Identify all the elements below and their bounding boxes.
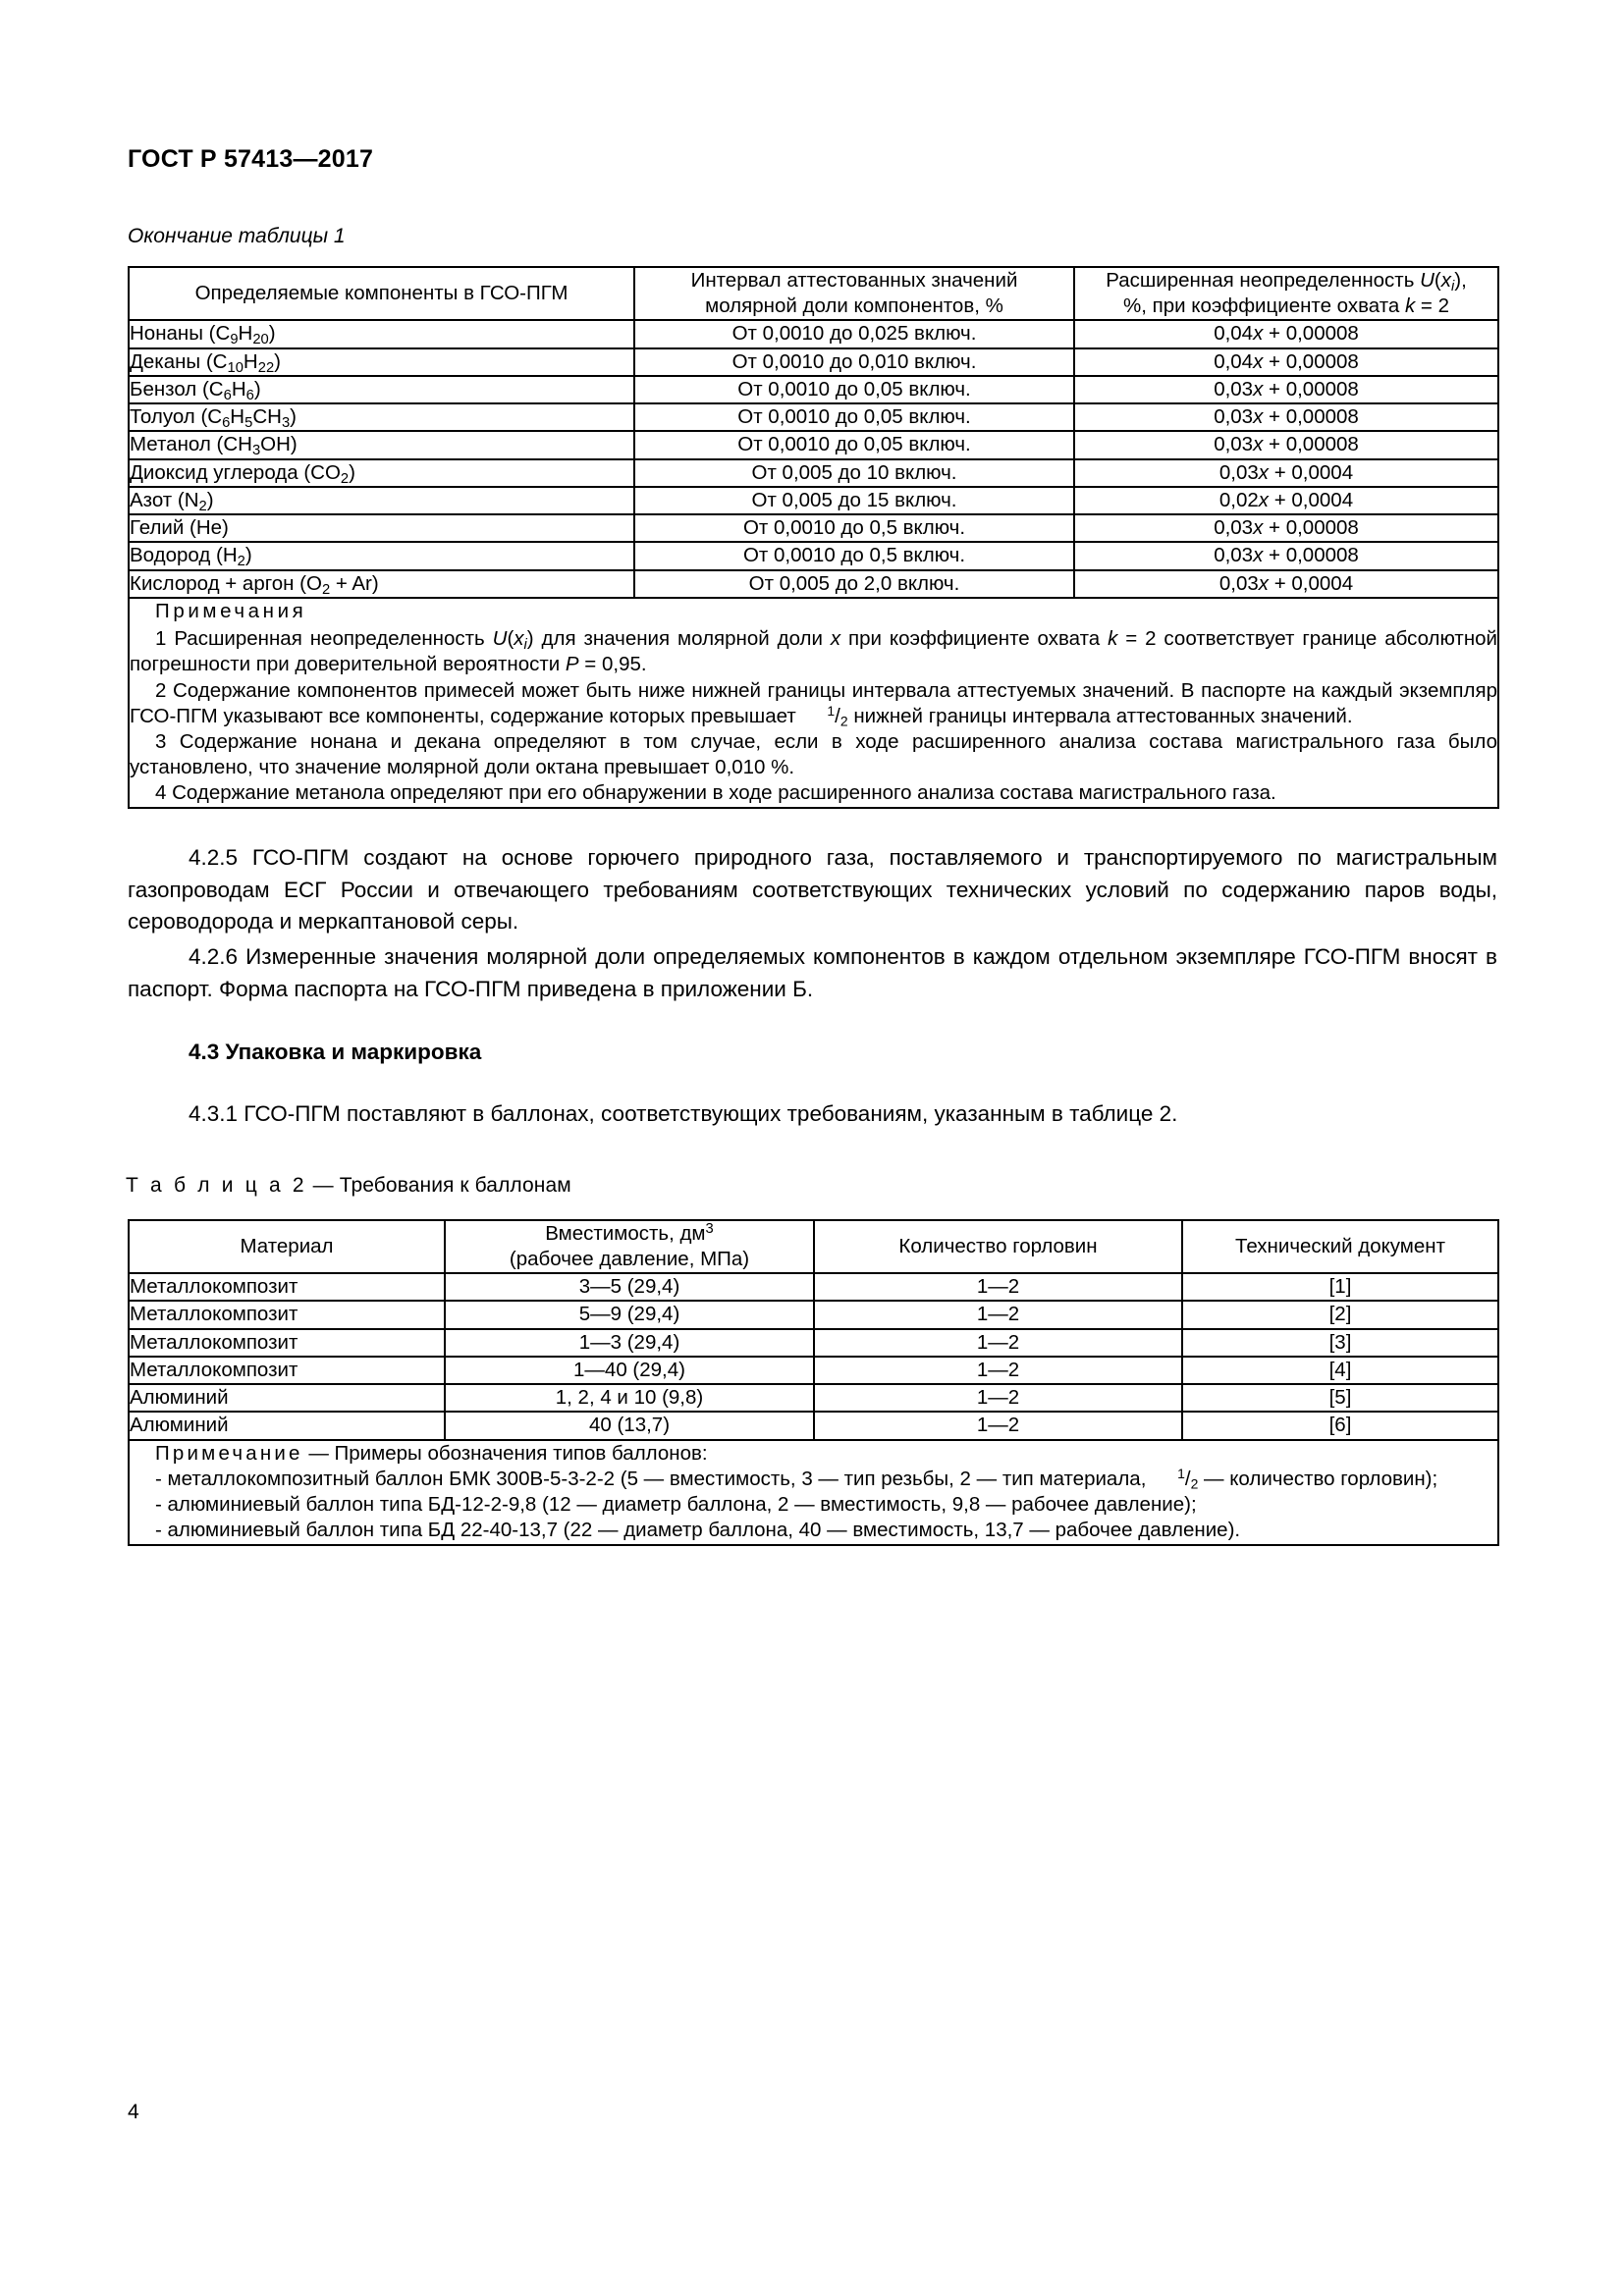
- cylinder-necks: 1—2: [814, 1357, 1182, 1384]
- note-4: 4 Содержание метанола определяют при его обнаружении в ходе расширенного анализа состава магистрального газа.: [155, 781, 1276, 805]
- component-interval: От 0,0010 до 0,5 включ.: [634, 542, 1074, 569]
- table1-col-interval-line2: молярной доли компонентов, %: [705, 294, 1003, 318]
- table-row: [129, 431, 1498, 458]
- table2-caption-rest: — Требования к баллонам: [306, 1173, 571, 1197]
- cylinder-document: [3]: [1182, 1329, 1498, 1357]
- note-item-3: - алюминиевый баллон типа БД 22-40-13,7 (22 — диаметр баллона, 40 — вместимость, 13,7 — рабочее давление).: [155, 1519, 1241, 1542]
- paragraph-4-2-5: 4.2.5 ГСО-ПГМ создают на основе горючего природного газа, поставляемого и транспортируемого по магистральным газопроводам ЕСГ России и отвечающего требованиям соответствующих технических условий по содержанию паров воды, сероводорода и меркаптановой серы.: [128, 844, 1497, 934]
- cylinder-document: [5]: [1182, 1384, 1498, 1412]
- cylinder-material: Металлокомпозит: [129, 1273, 445, 1301]
- coverage-value: = 2: [1415, 294, 1449, 318]
- component-name: Деканы $(C_{10}H_{22})$: [129, 348, 634, 376]
- cylinder-capacity: 1, 2, 4 и 10 (9,8): [445, 1384, 814, 1412]
- component-uncertainty: 0,03x + 0,0004: [1074, 570, 1498, 598]
- table1-notes-row: [129, 598, 1498, 808]
- table2-col-capacity: Вместимость, $дм^3$ (рабочее давление, МПа): [445, 1220, 814, 1273]
- note-item-1: - металлокомпозитный баллон БМК 300В-5-3-2-2 (5 — вместимость, 3 — тип резьбы, 2 — тип материала, $^1/_2$ — количество горловин);: [155, 1465, 1438, 1492]
- cylinder-material: Металлокомпозит: [129, 1357, 445, 1384]
- table-row: [129, 487, 1498, 514]
- table1-col-components: Определяемые компоненты в ГСО-ПГМ: [129, 267, 634, 320]
- component-uncertainty: 0,03x + 0,0004: [1074, 459, 1498, 487]
- table-row: [129, 376, 1498, 403]
- page-content: [126, 0, 1497, 1546]
- table-row: [129, 1273, 1498, 1301]
- component-interval: От 0,0010 до 0,05 включ.: [634, 403, 1074, 431]
- paragraph-4-3-1: 4.3.1 ГСО-ПГМ поставляют в баллонах, соответствующих требованиям, указанным в таблице 2.: [189, 1100, 1178, 1126]
- component-name: Водород $(H_2)$: [129, 542, 634, 569]
- component-interval: От 0,0010 до 0,05 включ.: [634, 376, 1074, 403]
- table-1: [128, 266, 1499, 809]
- component-uncertainty: 0,04x + 0,00008: [1074, 320, 1498, 347]
- paragraph-4-2-6: 4.2.6 Измеренные значения молярной доли определяемых компонентов в каждом отдельном экземпляре ГСО-ПГМ вносят в паспорт. Форма паспорта на ГСО-ПГМ приведена в приложении Б.: [128, 944, 1497, 1002]
- note-intro: Примечание — Примеры обозначения типов баллонов:: [155, 1441, 708, 1465]
- cylinder-material: Алюминий: [129, 1384, 445, 1412]
- component-uncertainty: 0,03x + 0,00008: [1074, 403, 1498, 431]
- document-header: ГОСТ Р 57413—2017: [128, 145, 374, 173]
- table-row: [129, 570, 1498, 598]
- component-interval: От 0,0010 до 0,05 включ.: [634, 431, 1074, 458]
- component-name: Диоксид углерода $(CO_2)$: [129, 459, 634, 487]
- table1-header-row: [129, 267, 1498, 320]
- uncertainty-subscript-i: i: [1450, 279, 1455, 295]
- cylinder-necks: 1—2: [814, 1273, 1182, 1301]
- table2-col-necks: Количество горловин: [814, 1220, 1182, 1273]
- table1-col-interval: [634, 267, 1074, 320]
- table2-caption: [126, 1174, 1441, 1198]
- note-item-2: - алюминиевый баллон типа БД-12-2-9,8 (12 — диаметр баллона, 2 — вместимость, 9,8 — рабочее давление);: [155, 1493, 1197, 1517]
- notes-title: Примечания: [155, 599, 307, 622]
- cylinder-necks: 1—2: [814, 1412, 1182, 1439]
- component-interval: От 0,005 до 10 включ.: [634, 459, 1074, 487]
- table-row: [129, 1412, 1498, 1439]
- heading-4-3: 4.3 Упаковка и маркировка: [189, 1039, 482, 1064]
- table1-col-interval-line1: Интервал аттестованных значений: [690, 269, 1018, 292]
- cylinder-material: Металлокомпозит: [129, 1301, 445, 1328]
- table1-col-uncertainty: [1074, 267, 1498, 320]
- note-2: 2 Содержание компонентов примесей может быть ниже нижней границы интервала аттестуемых значений. В паспорте на каждый экземпляр ГСО-ПГМ указывают все компоненты, содержание которых превышает $^1/_2$ нижней границы интервала аттестованных значений.: [130, 678, 1497, 729]
- component-interval: От 0,0010 до 0,010 включ.: [634, 348, 1074, 376]
- table2-notes: [129, 1440, 1498, 1545]
- coverage-label: %, при коэффициенте охвата: [1123, 294, 1405, 318]
- fraction-one-half: $^1/_2$: [827, 702, 848, 729]
- component-name: Азот $(N_2)$: [129, 487, 634, 514]
- cylinder-capacity: 40 (13,7): [445, 1412, 814, 1439]
- table-row: [129, 542, 1498, 569]
- table-2: [128, 1219, 1499, 1546]
- component-interval: От 0,0010 до 0,025 включ.: [634, 320, 1074, 347]
- table2-col-document: Технический документ: [1182, 1220, 1498, 1273]
- component-name: Гелий (He): [129, 514, 634, 542]
- coverage-symbol-k: k: [1404, 294, 1416, 318]
- component-uncertainty: 0,02x + 0,0004: [1074, 487, 1498, 514]
- table-row: [129, 459, 1498, 487]
- component-interval: От 0,005 до 2,0 включ.: [634, 570, 1074, 598]
- component-uncertainty: 0,04x + 0,00008: [1074, 348, 1498, 376]
- cylinder-document: [2]: [1182, 1301, 1498, 1328]
- table-row: [129, 1301, 1498, 1328]
- table2-notes-row: [129, 1440, 1498, 1545]
- table-row: [129, 514, 1498, 542]
- uncertainty-label: Расширенная неопределенность: [1106, 269, 1421, 292]
- fraction-one-half: $^1/_2$: [1177, 1465, 1199, 1492]
- table-row: [129, 1384, 1498, 1412]
- table-row: [129, 1329, 1498, 1357]
- paren-close: ),: [1454, 269, 1467, 292]
- component-name: Нонаны $(C_9H_{20})$: [129, 320, 634, 347]
- cylinder-material: Алюминий: [129, 1412, 445, 1439]
- cylinder-capacity: 3—5 (29,4): [445, 1273, 814, 1301]
- table2-col-material: Материал: [129, 1220, 445, 1273]
- component-uncertainty: 0,03x + 0,00008: [1074, 431, 1498, 458]
- note-1: 1 Расширенная неопределенность $U(x_i)$ для значения молярной доли x при коэффициенте охвата k = 2 соответствует границе абсолютной погрешности при доверительной вероятности P = 0,95.: [130, 627, 1497, 676]
- cylinder-necks: 1—2: [814, 1384, 1182, 1412]
- table-row: [129, 403, 1498, 431]
- component-interval: От 0,005 до 15 включ.: [634, 487, 1074, 514]
- component-uncertainty: 0,03x + 0,00008: [1074, 542, 1498, 569]
- component-uncertainty: 0,03x + 0,00008: [1074, 376, 1498, 403]
- note-3: 3 Содержание нонана и декана определяют в том случае, если в ходе расширенного анализа состава магистрального газа было установлено, что значение молярной доли октана превышает 0,010 %.: [130, 729, 1497, 779]
- component-name: Бензол $(C_6H_6)$: [129, 376, 634, 403]
- cylinder-necks: 1—2: [814, 1329, 1182, 1357]
- table-row: [129, 348, 1498, 376]
- table1-caption: Окончание таблицы 1: [128, 225, 346, 247]
- table-row: [129, 320, 1498, 347]
- uncertainty-symbol-U: U: [1420, 269, 1435, 292]
- table2-header-row: [129, 1220, 1498, 1273]
- cylinder-document: [6]: [1182, 1412, 1498, 1439]
- component-name: Метанол $(CH_3OH)$: [129, 431, 634, 458]
- table2-caption-prefix: Т а б л и ц а 2: [126, 1173, 307, 1197]
- cylinder-document: [4]: [1182, 1357, 1498, 1384]
- table1-notes: [129, 598, 1498, 808]
- component-interval: От 0,0010 до 0,5 включ.: [634, 514, 1074, 542]
- component-name: Толуол $(C_6H_5CH_3)$: [129, 403, 634, 431]
- paren-open: (: [1434, 269, 1441, 292]
- page-number: 4: [128, 2101, 139, 2123]
- cylinder-necks: 1—2: [814, 1301, 1182, 1328]
- table-row: [129, 1357, 1498, 1384]
- component-uncertainty: 0,03x + 0,00008: [1074, 514, 1498, 542]
- component-name: Кислород + аргон $(O_2 + Ar)$: [129, 570, 634, 598]
- cylinder-capacity: 1—40 (29,4): [445, 1357, 814, 1384]
- uncertainty-symbol-x: x: [1440, 269, 1451, 292]
- cylinder-capacity: 5—9 (29,4): [445, 1301, 814, 1328]
- cylinder-document: [1]: [1182, 1273, 1498, 1301]
- cylinder-capacity: 1—3 (29,4): [445, 1329, 814, 1357]
- cylinder-material: Металлокомпозит: [129, 1329, 445, 1357]
